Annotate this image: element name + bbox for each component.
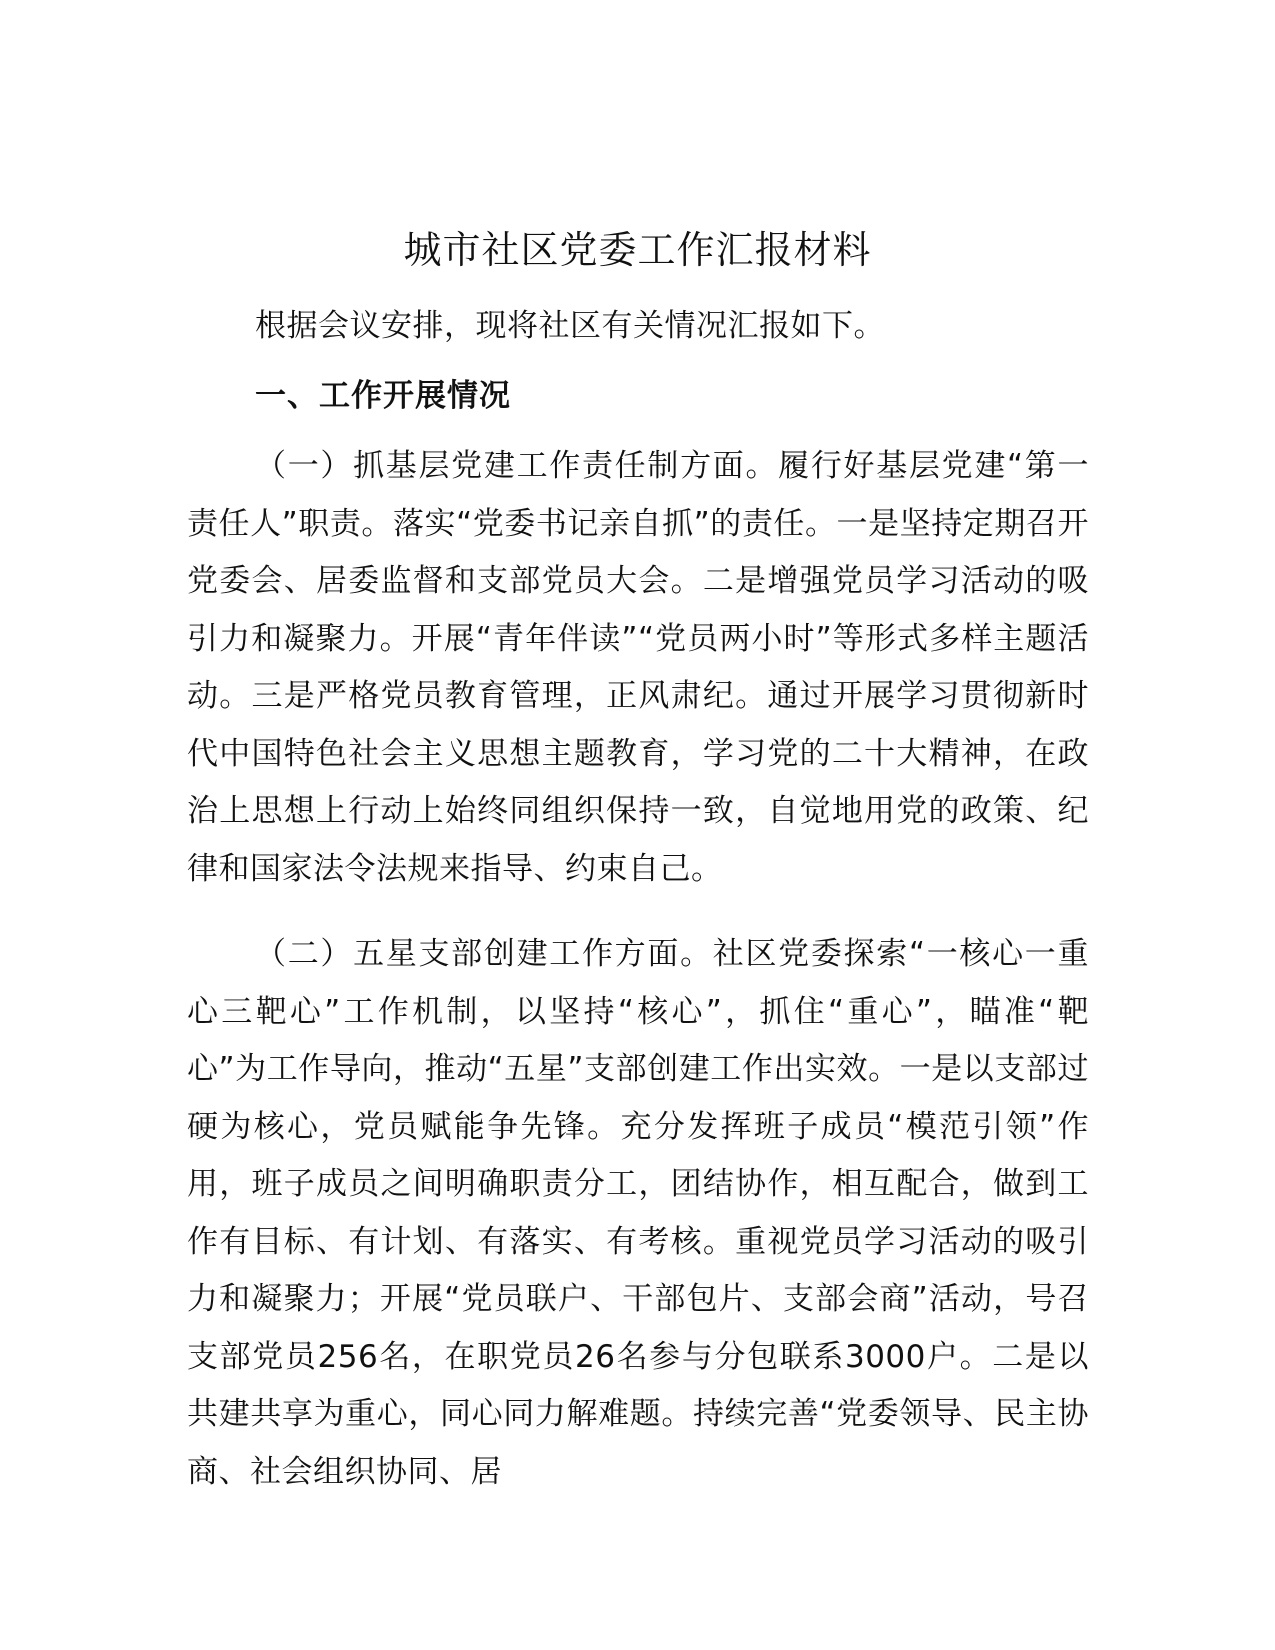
- body-paragraph-2: （二）五星支部创建工作方面。社区党委探索“一核心一重心三靶心”工作机制，以坚持“核心”，抓住“重心”，瞄准“靶心”为工作导向，推动“五星”支部创建工作出实效。一是以支部过硬为核心，党员赋能争先锋。充分发挥班子成员“模范引领”作用，班子成员之间明确职责分工，团结协作，相互配合，做到工作有目标、有计划、有落实、有考核。重视党员学习活动的吸引力和凝聚力；开展“党员联户、干部包片、支部会商”活动，号召支部党员256名，在职党员26名参与分包联系3000户。二是以共建共享为重心，同心同力解难题。持续完善“党委领导、民主协商、社会组织协同、居: [187, 936, 1089, 1490]
- document-title: 城市社区党委工作汇报材料: [403, 228, 872, 272]
- body-paragraph-1: （一）抓基层党建工作责任制方面。履行好基层党建“第一责任人”职责。落实“党委书记亲自抓”的责任。一是坚持定期召开党委会、居委监督和支部党员大会。二是增强党员学习活动的吸引力和凝聚力。开展“青年伴读”“党员两小时”等形式多样主题活动。三是严格党员教育管理，正风肃纪。通过开展学习贯彻新时代中国特色社会主义思想主题教育，学习党的二十大精神，在政治上思想上行动上始终同组织保持一致，自觉地用党的政策、纪律和国家法令法规来指导、约束自己。: [187, 448, 1089, 887]
- section-heading: 一、工作开展情况: [255, 378, 511, 414]
- intro-paragraph: 根据会议安排，现将社区有关情况汇报如下。: [255, 308, 885, 344]
